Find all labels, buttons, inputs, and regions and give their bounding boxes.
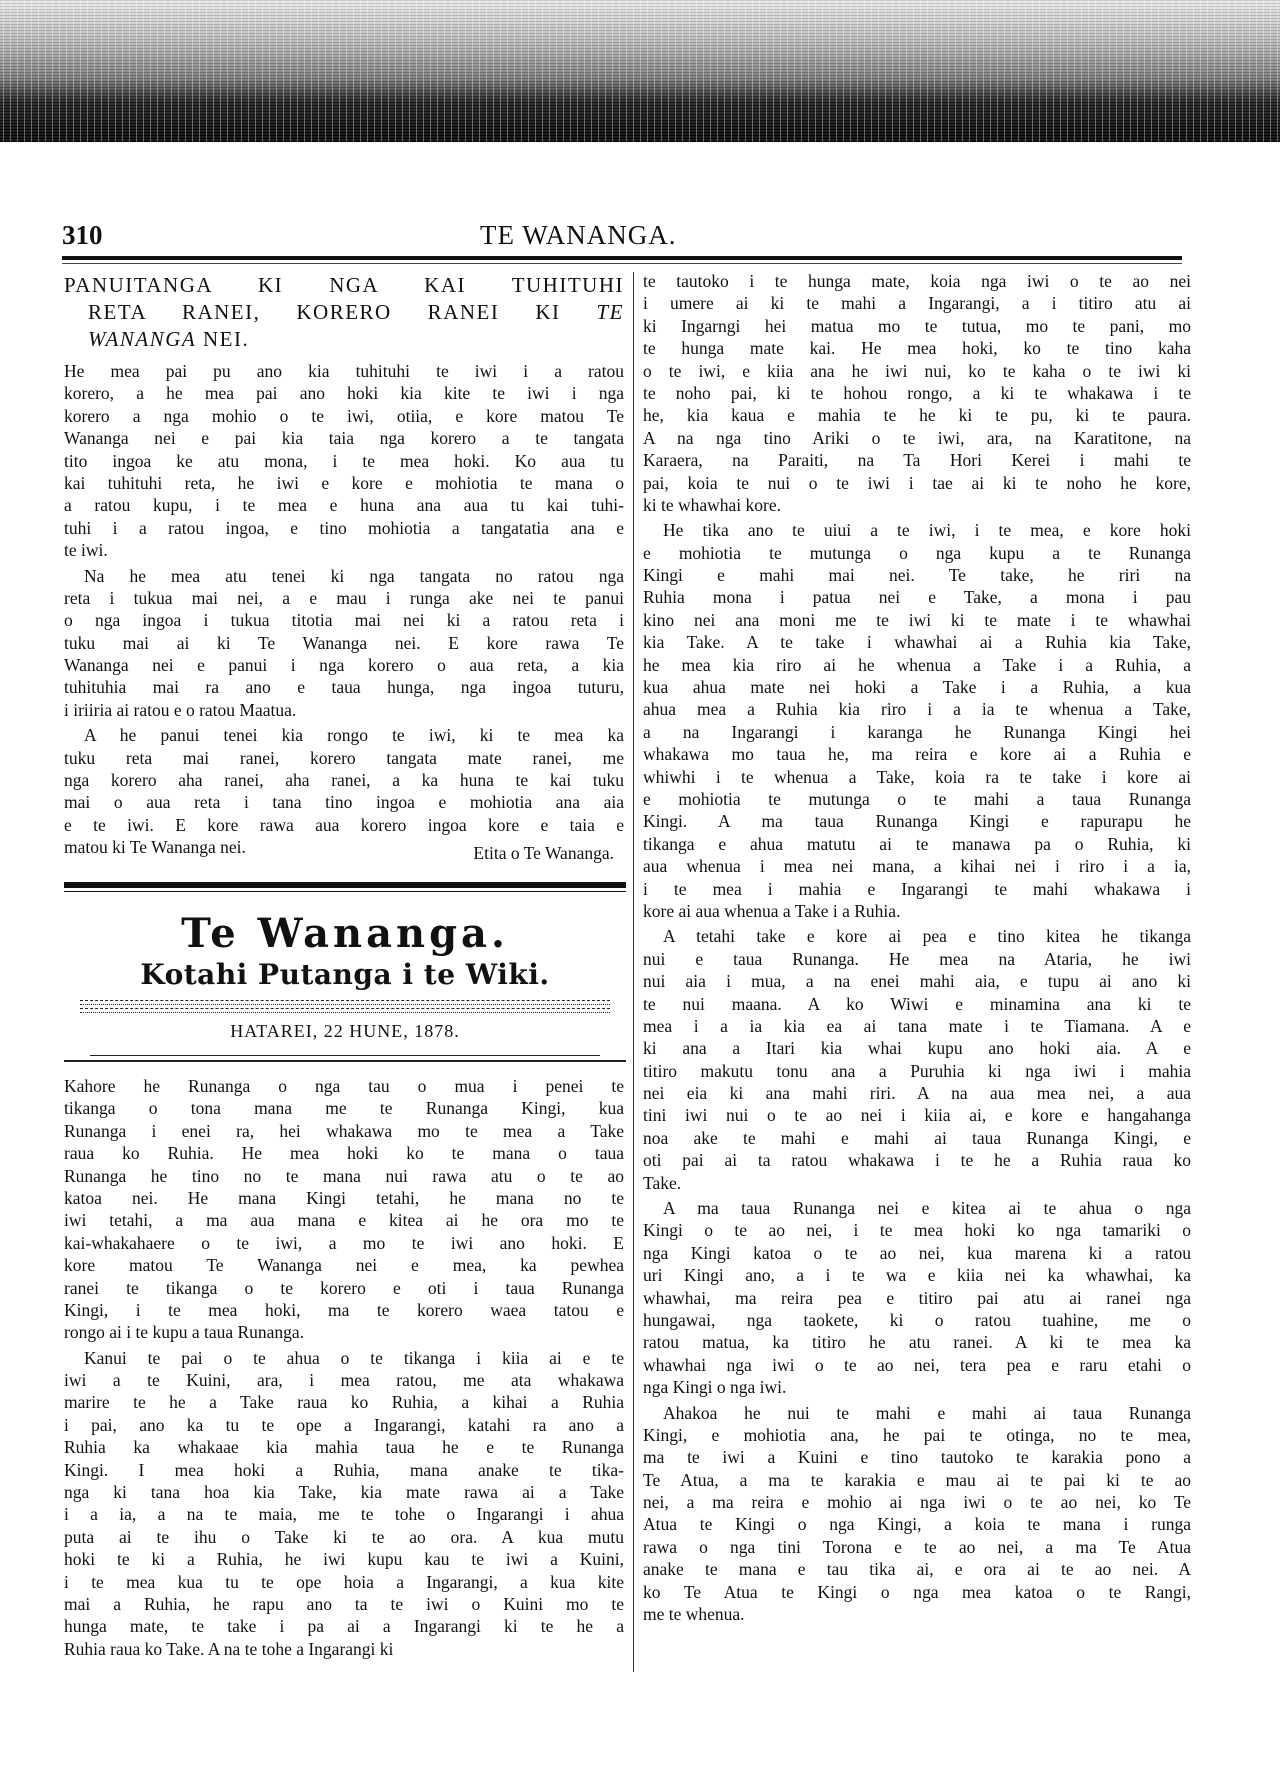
heading-italic: TE [596,300,624,324]
text-line: tito ingoa ke atu mona, i te mea hoki. Ko aua tu [64,450,624,471]
text-line: uri Kingi ano, a i te wa e kiia nei ka whawhai, ka [643,1265,1191,1286]
text-line: mea i a ia kia ea ai tana mate i te Tiamana. A e [643,1015,1191,1036]
text-line: Te Atua, a ma te karakia e mau ai te pai ki te ao [643,1469,1191,1490]
text-line: kua ahua mate nei hoki a Take i a Ruhia, a kua [643,677,1191,698]
paragraph [64,1347,624,1660]
heading-text: NEI. [196,327,250,351]
text-line: kai tuhituhi reta, he iwi e kore e mohiotia te mana o [64,472,624,493]
text-line: e te iwi. E kore rawa aua korero ingoa kore e taia e [64,814,624,835]
text-line: matou ki Te Wananga nei. [64,837,246,858]
text-line: nei eia ki ana mahi riri. A na aua mea nei, a aua [643,1083,1191,1104]
text-line: korero, a he mea pai ano hoki kia kite te iwi i nga [64,383,624,404]
text-line: Runanga he tino no te mana nui rawa atu o te ao [64,1165,624,1186]
paragraph [643,519,1191,922]
text-line: He tika ano te uiui a te iwi, i te mea, e kore hoki [663,520,1191,541]
text-line: nga Kingi katoa o te ao nei, kua marena ki a ratou [643,1242,1191,1263]
text-line: i umere ai ki te mahi a Ingarangi, a i titiro atu ai [643,293,1191,314]
notice-signoff: Etita o Te Wananga. [473,843,614,863]
paragraph [64,1075,624,1344]
page-number: 310 [62,220,103,250]
text-line: raua ko Ruhia. He mea hoki ko te mana o taua [64,1143,624,1164]
dateline: HATAREI, 22 HUNE, 1878. [230,1021,460,1041]
text-line: nga korero aha ranei, aha ranei, a ka huna te kai tuku [64,770,624,791]
header-rule [62,256,1182,260]
text-line: mai a Ruhia, he rapu ano ta te iwi o Kuini mo te [64,1593,624,1614]
text-line: te tautoko i te hunga mate, koia nga iwi o te ao nei [643,271,1191,291]
text-line: i te mea i mahia e Ingarangi te mahi whakawa i [643,878,1191,899]
heading-text: RETA RANEI, KORERO RANEI KI [88,300,597,324]
editorial-left-column [64,1075,624,1663]
text-line: marire te he a Take raua ko Ruhia, a kihai a Ruhia [64,1392,624,1413]
text-line: tini iwi nui o te ao nei i kiia ai, e kore e hangahanga [643,1105,1191,1126]
text-line: tuhi i a ratou ingoa, e tino mohiotia a tangatatia ana e [64,517,624,538]
text-line: Kingi, e mohiotia ana, he pai te otinga, no te mea, [643,1424,1191,1445]
paragraph [64,360,624,562]
editorial-right-column [643,270,1191,1628]
paragraph [64,565,624,722]
text-line: rongo ai i te kupu a taua Runanga. [64,1322,305,1343]
text-line: i pai, ano ka tu te ope a Ingarangi, katahi ra ano a [64,1414,624,1435]
text-line: katoa nei. He mana Kingi tetahi, he mana no te [64,1187,624,1208]
text-line: iwi a te Kuini, ara, i mea ratou, me ata whakawa [64,1370,624,1391]
text-line: te iwi. [64,540,108,561]
text-line: kore matou Te Wananga nei e mea, ka pewhea [64,1255,624,1276]
text-line: whawhai nga iwi o te ao nei, tera pea e raru etahi o [643,1354,1191,1375]
text-line: rawa o nga tini Torona e te ao nei, a ma Te Atua [643,1536,1191,1557]
masthead-title: Te Wananga. [181,910,509,957]
text-line: ma te iwi a Kuini e tino tautoko te karakia pono a [643,1447,1191,1468]
text-line: he, kia kaua e mahia te he ki te pu, ki te paura. [643,405,1191,426]
text-line: oti pai ai ta ratou whakawa i te he a Ruhia raua ko [643,1150,1191,1171]
text-line: tuku reta mai ranei, korero tangata mate ranei, me [64,747,624,768]
text-line: ki ana a Itari kia whai kupu ano hoki aia. A e [643,1038,1191,1059]
text-line: Kingi e mahi mai nei. Te take, he riri na [643,565,1191,586]
text-line: ki Ingarngi hei matua mo te tutua, mo te pani, mo [643,315,1191,336]
section-rule [64,882,626,888]
text-line: A ma taua Runanga nei e kitea ai te ahua o nga [663,1198,1191,1219]
text-line: e mohiotia te mutunga o nga kupu a te Runanga [643,542,1191,563]
text-line: nga Kingi o nga iwi. [643,1377,787,1398]
text-line: hoki te ki a Ruhia, he iwi kupu kau te iwi a Kuini, [64,1549,624,1570]
text-line: Kingi, i te mea hoki, ma te korero waea tatou e [64,1299,624,1320]
text-line: Runanga i enei ra, hei whakawa mo te mea a Take [64,1120,624,1141]
text-line: kino nei ana moni me te iwi ki te mate i te whawhai [643,609,1191,630]
text-line: i a ia, a na te maia, me te tohe o Ingarangi i ahua [64,1504,624,1525]
text-line: Atua te Kingi o nga Kingi, a koia te mana i runga [643,1514,1191,1535]
text-line: nei, a ma reira e mohio ai nga iwi o te ao nei, ko Te [643,1492,1191,1513]
text-line: noa ake te mahi e mahi ai taua Runanga Kingi, e [643,1127,1191,1148]
text-line: mai o aua reta i tana tino ingoa e mohiotia ana aia [64,792,624,813]
masthead-subtitle: Kotahi Putanga i te Wiki. [140,958,550,991]
text-line: Ruhia raua ko Take. A na te tohe a Ingarangi ki [64,1638,394,1659]
running-title: TE WANANGA. [480,220,677,250]
text-line: ko Te Atua te Kingi o nga mea katoa o te Rangi, [643,1581,1191,1602]
text-line: ranei te tikanga o te korero e oti i taua Runanga [64,1277,624,1298]
section-rule-thin [64,891,626,892]
text-line: he mea kia riro ai he whenua a Take i a Ruhia, a [643,654,1191,675]
paragraph [643,925,1191,1194]
text-line: A tetahi take e kore ai pea e tino kitea he tikanga [663,926,1191,947]
scanned-page-edge [0,0,1280,142]
text-line: Kingi. A ma taua Runanga Kingi e rapurapu he [643,811,1191,832]
notice-heading [64,272,624,353]
text-line: Karaera, na Paraiti, na Ta Hori Kerei i mahi te [643,450,1191,471]
text-line: me te whenua. [643,1604,745,1625]
column-divider [633,272,634,1672]
text-line: o nga ingoa i tukua titotia mai nei ki a ratou reta i [64,610,624,631]
text-line: i te mea kua tu te ope hoia a Ingarangi, a kua kite [64,1571,624,1592]
text-line: A na nga tino Ariki o te iwi, ara, na Karatitone, na [643,427,1191,448]
text-line: e mohiotia te mutunga o te mahi a taua Runanga [643,788,1191,809]
text-line: nga ki tana hoa kia Take, kia mate rawa ai a Take [64,1482,624,1503]
text-line: Kingi o te ao nei, i te mea hoki ko nga tamariki o [643,1220,1191,1241]
text-line: ahua mea a Ruhia kia riro i a ia te whenua a Take, [643,699,1191,720]
text-line: Kingi. I mea hoki a Ruhia, mana anake te tika- [64,1459,624,1480]
text-line: kia Take. A te take i whawhai ai a Ruhia kia Take, [643,632,1191,653]
text-line: Kahore he Runanga o nga tau o mua i penei te [64,1076,624,1096]
text-line: ki te whawhai kore. [643,494,782,515]
text-line: A he panui tenei kia rongo te iwi, ki te mea ka [84,725,624,746]
notice-body [64,360,624,862]
text-line: reta i tukua mai nei, a e mau i runga ake nei te panui [64,587,624,608]
text-line: anake te mana e tau tika ai, e ora ai te ao nei. A [643,1559,1191,1580]
paragraph [64,724,624,858]
text-line: kai-whakahaere o te iwi, a mo te iwi ano hoki. E [64,1232,624,1253]
text-line: tikanga e ahua matutu ai te manawa pa o Ruhia, ki [643,833,1191,854]
text-line: Na he mea atu tenei ki nga tangata no ratou nga [84,565,624,586]
text-line: o te iwi, e kiia ana he iwi nui, ko te kaha o te iwi ki [643,360,1191,381]
text-line: tuhituhia mai ra ano e taua hunga, nga ingoa tuturu, [64,677,624,698]
paragraph [643,1402,1191,1626]
text-line: Wananga nei e pai kia taia nga korero a te tangata [64,428,624,449]
notice-heading-line [64,299,624,326]
header-rule-thin [62,263,1182,264]
ornamental-rule [80,1000,610,1005]
text-line: tikanga o tona mana me te Runanga Kingi, kua [64,1098,624,1119]
text-line: nui e taua Runanga. He mea na Ataria, he iwi [643,948,1191,969]
text-line: nui aia i mua, a na enei mahi aia, e tupu ai ano ki [643,971,1191,992]
heading-italic: WANANGA [88,327,197,351]
text-line: kore ai aua whenua a Take i a Ruhia. [643,900,901,921]
text-line: hunga mate, te take i pa ai a Ingarangi ki te he a [64,1616,624,1637]
text-line: Take. [643,1172,682,1193]
text-line: puta ai te ihu o Take ki te ao ora. A kua mutu [64,1526,624,1547]
text-line: Ruhia mona i patua nei e Take, a mona i pau [643,587,1191,608]
text-line: Ruhia ka whakaae kia mahia taua he e te Runanga [64,1437,624,1458]
text-line: ratou matua, ka titiro he atu ranei. A ki te mea ka [643,1332,1191,1353]
notice-heading-line: PANUITANGA KI NGA KAI TUHITUHI [64,273,624,297]
notice-heading-line [64,326,624,353]
text-line: Kanui te pai o te ahua o te tikanga i kiia ai e te [84,1347,624,1368]
text-line: iwi tetahi, a ma aua mana e kitea ai he ora mo te [64,1210,624,1231]
text-line: whakawa mo taua he, ma reira e kore ai a Ruhia e [643,744,1191,765]
text-line: whawhai, ma reira pea e titiro pai atu ai ranei nga [643,1287,1191,1308]
paragraph [643,270,1191,516]
text-line: te nui maana. A ko Wiwi e minamina ana ki te [643,993,1191,1014]
ornamental-rule [80,1008,610,1013]
text-line: Ahakoa he nui te mahi e mahi ai taua Runanga [663,1402,1191,1423]
text-line: aua whenua i mea nei mana, a kihai nei i riro i a ia, [643,856,1191,877]
paragraph [643,1197,1191,1399]
text-line: He mea pai pu ano kia tuhituhi te iwi i a ratou [64,361,624,381]
text-line: i iriiria ai ratou e o ratou Maatua. [64,699,297,720]
text-line: a na Ingarangi i karanga he Runanga Kingi hei [643,721,1191,742]
text-line: pai, koia te nui o te iwi i tae ai ki te noho he kore, [643,472,1191,493]
text-line: korero a nga mohio o te iwi, otiia, e kore matou Te [64,405,624,426]
text-line: hungawai, nga taokete, ki o ratou tuahine, me o [643,1309,1191,1330]
text-line: a ratou kupu, i te mea e huna ana aua tu kai tuhi- [64,495,624,516]
text-line: tuku mai ai ki Te Wananga nei. E kore rawa Te [64,632,624,653]
text-line: titiro makutu tonu ana a Puruhia ki nga iwi i mahia [643,1060,1191,1081]
text-line: whiwhi i te whenua a Take, koia ra te take i kore ai [643,766,1191,787]
dateline-rule [64,1060,626,1062]
text-line: te hunga mate kai. He mea hoki, ko te tino kaha [643,338,1191,359]
text-line: te noho pai, ki te hohou rongo, a ki te whakawa i te [643,382,1191,403]
text-line: Wananga nei e panui i nga korero o aua reta, a kia [64,655,624,676]
dateline-rule [90,1055,600,1056]
